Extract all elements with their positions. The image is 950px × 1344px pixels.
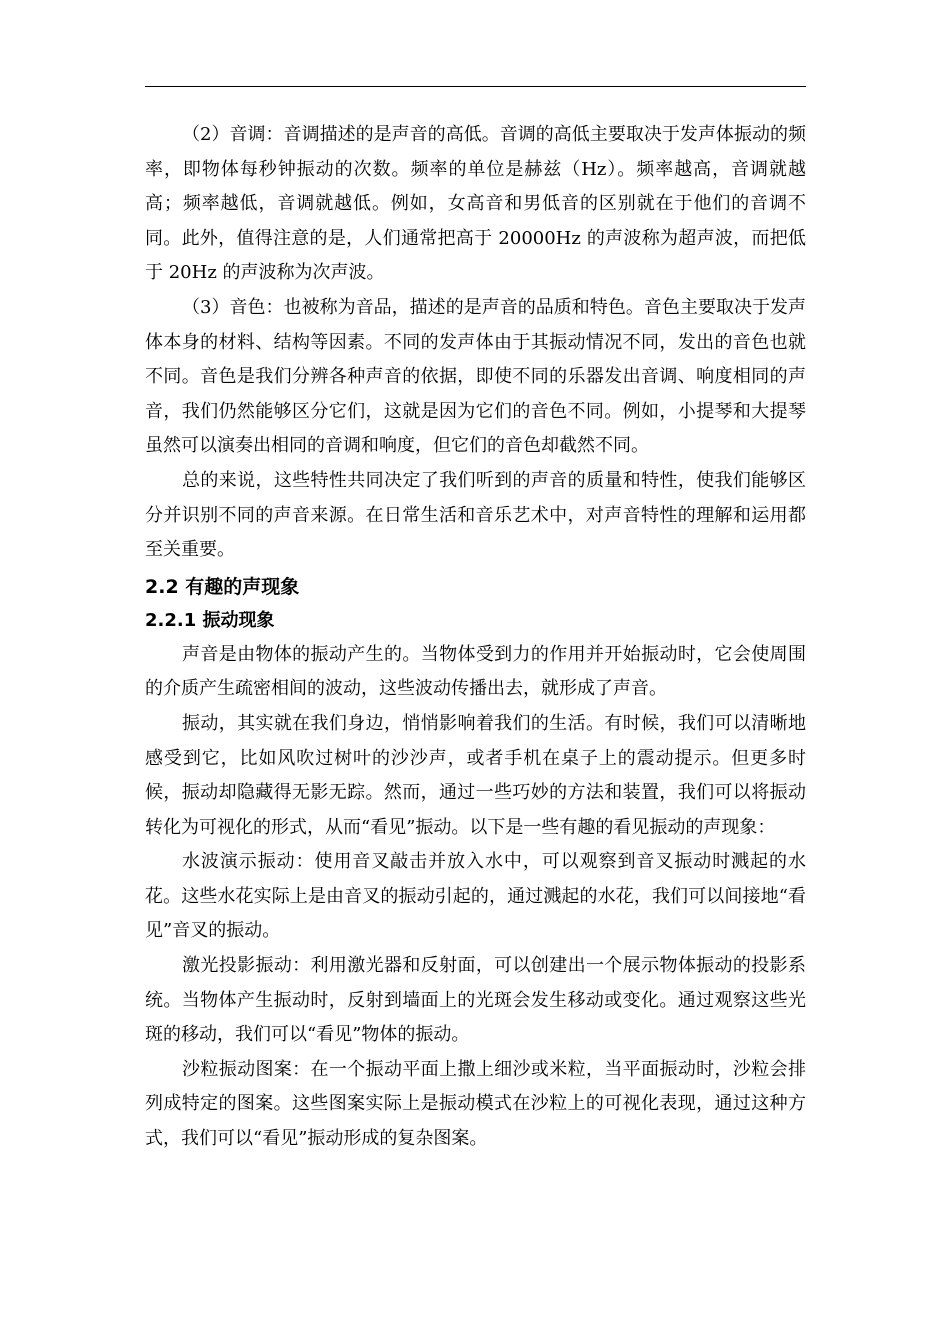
header-rule bbox=[145, 86, 806, 87]
section-heading: 2.2 有趣的声现象 bbox=[145, 575, 300, 598]
paragraph-laser-projection: 激光投影振动：利用激光器和反射面，可以创建出一个展示物体振动的投影系统。当物体产生振动时，反射到墙面上的光斑会发生移动或变化。通过观察这些光斑的移动，我们可以“看见”物体的振动。 bbox=[145, 955, 806, 1046]
paragraph-timbre: （3）音色：也被称为音品，描述的是声音的品质和特色。音色主要取决于发声体本身的材料、结构等因素。不同的发声体由于其振动情况不同，发出的音色也就不同。音色是我们分辨各种声音的依据，即使不同的乐器发出音调、响度相同的声音，我们仍然能够区分它们，这就是因为它们的音色不同。例如，小提琴和大提琴虽然可以演奏出相同的音调和响度，但它们的音色却截然不同。 bbox=[145, 296, 806, 457]
paragraph-sand-pattern: 沙粒振动图案：在一个振动平面上撒上细沙或米粒，当平面振动时，沙粒会排列成特定的图案。这些图案实际上是振动模式在沙粒上的可视化表现，通过这种方式，我们可以“看见”振动形成的复杂图案。 bbox=[145, 1058, 806, 1150]
paragraph-sound-origin: 声音是由物体的振动产生的。当物体受到力的作用并开始振动时，它会使周围的介质产生疏密相间的波动，这些波动传播出去，就形成了声音。 bbox=[145, 643, 806, 700]
subsection-heading: 2.2.1 振动现象 bbox=[145, 609, 275, 631]
paragraph-vibration-intro: 振动，其实就在我们身边，悄悄影响着我们的生活。有时候，我们可以清晰地感受到它，比如风吹过树叶的沙沙声，或者手机在桌子上的震动提示。但更多时候，振动却隐藏得无影无踪。然而，通过一些巧妙的方法和装置，我们可以将振动转化为可视化的形式，从而“看见”振动。以下是一些有趣的看见振动的声现象： bbox=[145, 712, 806, 838]
paragraph-water-wave: 水波演示振动：使用音叉敲击并放入水中，可以观察到音叉振动时溅起的水花。这些水花实际上是由音叉的振动引起的，通过溅起的水花，我们可以间接地“看见”音叉的振动。 bbox=[145, 851, 806, 942]
paragraph-summary: 总的来说，这些特性共同决定了我们听到的声音的质量和特性，使我们能够区分并识别不同的声音来源。在日常生活和音乐艺术中，对声音特性的理解和运用都至关重要。 bbox=[145, 469, 806, 561]
page-body bbox=[145, 118, 806, 1157]
paragraph-pitch: （2）音调：音调描述的是声音的高低。音调的高低主要取决于发声体振动的频率，即物体每秒钟振动的次数。频率的单位是赫兹（Hz）。频率越高，音调就越高；频率越低，音调就越低。例如，女高音和男低音的区别就在于他们的音调不同。此外，值得注意的是，人们通常把高于 20000Hz 的声波称为超声波，而把低于 20Hz 的声波称为次声波。 bbox=[145, 124, 806, 284]
